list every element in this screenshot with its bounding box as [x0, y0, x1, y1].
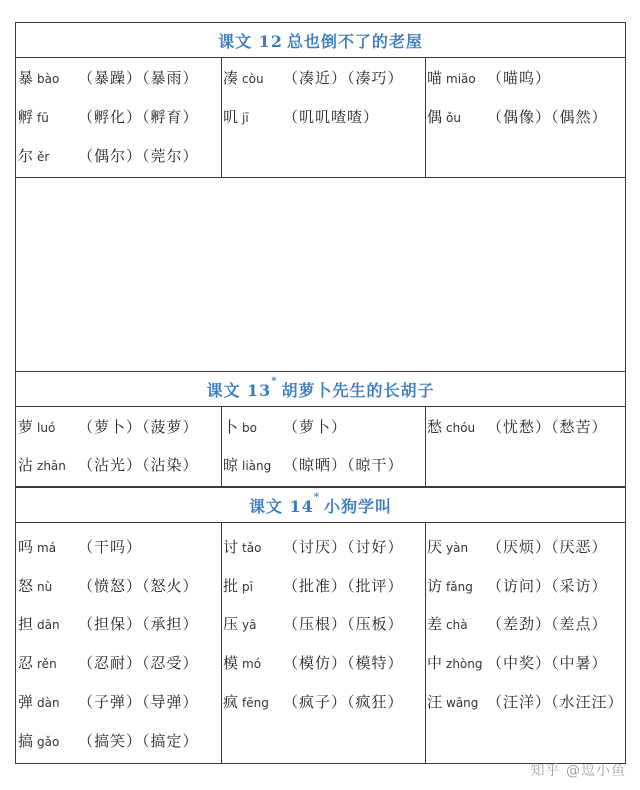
vocab-words: （暴躁）（暴雨）	[78, 69, 199, 87]
vocab-char: 压	[223, 615, 239, 633]
vocab-pinyin: ěr	[37, 150, 50, 164]
vocab-pinyin: yàn	[446, 541, 469, 555]
vocab-words: （忧愁）（愁苦）	[487, 418, 608, 436]
vocab-char: 暴	[18, 69, 34, 87]
vocab-char: 凑	[223, 69, 239, 87]
vocab-entry	[427, 68, 552, 89]
vocab-entry	[18, 614, 199, 635]
vocab-entry	[18, 731, 199, 752]
vocab-words: （偶像）（偶然）	[487, 108, 608, 126]
vocab-pinyin: pī	[242, 580, 253, 594]
vocab-char: 沾	[18, 456, 34, 474]
vocab-char: 叽	[223, 108, 239, 126]
vocab-pinyin: fū	[37, 111, 49, 125]
vocab-words: （晾晒）（晾干）	[283, 456, 404, 474]
vocab-pinyin: jī	[242, 111, 249, 125]
vocab-entry	[18, 692, 199, 713]
vocab-char: 忍	[18, 654, 34, 672]
vocab-words: （差劲）（差点）	[487, 615, 608, 633]
vocab-words: （萝卜）	[283, 418, 348, 436]
section-body-lesson-13	[15, 407, 626, 487]
section-title-lesson-14	[15, 487, 626, 523]
vocab-pinyin: ǒu	[446, 111, 461, 125]
vocab-words: （干吗）	[78, 538, 143, 556]
vocab-words: （疯子）（疯狂）	[283, 693, 404, 711]
vocab-pinyin: wāng	[446, 696, 479, 710]
lesson-title: 总也倒不了的老屋	[286, 31, 423, 51]
section-title-lesson-12	[15, 22, 626, 58]
vocab-words: （喵呜）	[487, 69, 552, 87]
vocab-words: （搞笑）（搞定）	[78, 732, 199, 750]
vocab-char: 晾	[223, 456, 239, 474]
vocab-pinyin: tǎo	[242, 541, 262, 555]
vocab-char: 搞	[18, 732, 34, 750]
vocab-pinyin: zhòng	[446, 657, 483, 671]
vocab-char: 怒	[18, 577, 34, 595]
vocab-entry	[427, 576, 608, 597]
lesson-label: 课文 13*	[206, 375, 278, 400]
vocab-words: （萝卜）（菠萝）	[78, 418, 199, 436]
vocab-char: 模	[223, 654, 239, 672]
vocab-entry	[18, 68, 199, 89]
vocab-char: 访	[427, 577, 443, 595]
vocab-char: 偶	[427, 108, 443, 126]
vocab-char: 汪	[427, 693, 443, 711]
vocab-entry	[223, 653, 404, 674]
vocab-char: 讨	[223, 538, 239, 556]
vocab-pinyin: luó	[37, 421, 56, 435]
vocab-char: 中	[427, 654, 443, 672]
vocab-words: （忍耐）（忍受）	[78, 654, 199, 672]
vocab-entry	[223, 614, 404, 635]
vocab-pinyin: dān	[37, 618, 60, 632]
vocab-char: 喵	[427, 69, 443, 87]
vocab-words: （访问）（采访）	[487, 577, 608, 595]
vocab-words: （压根）（压板）	[283, 615, 404, 633]
vocab-pinyin: miāo	[446, 72, 476, 86]
vocab-entry	[427, 417, 608, 438]
vocab-pinyin: dàn	[37, 696, 60, 710]
vocab-char: 批	[223, 577, 239, 595]
vocab-words: （模仿）（模特）	[283, 654, 404, 672]
vocab-entry	[427, 653, 608, 674]
vocab-entry	[223, 417, 348, 438]
vocab-words: （批准）（批评）	[283, 577, 404, 595]
section-title-lesson-13	[15, 371, 626, 407]
vocab-words: （担保）（承担）	[78, 615, 199, 633]
vocab-pinyin: chóu	[446, 421, 476, 435]
vocab-pinyin: má	[37, 541, 57, 555]
vocab-pinyin: bào	[37, 72, 60, 86]
vocab-entry	[18, 537, 143, 558]
vocab-words: （凑近）（凑巧）	[283, 69, 404, 87]
vocab-entry	[18, 576, 199, 597]
vocab-words: （孵化）（孵育）	[78, 108, 199, 126]
lesson-title: 小狗学叫	[324, 496, 393, 516]
vocab-words: （子弹）（导弹）	[78, 693, 199, 711]
section-body-lesson-14	[15, 523, 626, 764]
vocab-entry	[223, 692, 404, 713]
section-body-lesson-12	[15, 58, 626, 178]
vocab-entry	[18, 417, 199, 438]
vocab-entry	[18, 455, 199, 476]
vocab-words: （愤怒）（怒火）	[78, 577, 199, 595]
vocab-char: 卜	[223, 418, 239, 436]
lesson-label: 课文 12	[218, 31, 283, 51]
vocab-words: （讨厌）（讨好）	[283, 538, 404, 556]
blank-area	[15, 178, 626, 371]
vocab-words: （叽叽喳喳）	[283, 108, 380, 126]
vocab-entry	[223, 576, 404, 597]
vocab-entry	[18, 146, 199, 167]
vocab-words: （沾光）（沾染）	[78, 456, 199, 474]
vocab-char: 孵	[18, 108, 34, 126]
vocab-pinyin: mó	[242, 657, 262, 671]
vocab-char: 愁	[427, 418, 443, 436]
vocab-pinyin: chà	[446, 618, 468, 632]
vocab-words: （偶尔）（莞尔）	[78, 147, 199, 165]
vocab-entry	[18, 653, 199, 674]
vocab-entry	[223, 107, 380, 128]
vocab-entry	[223, 455, 404, 476]
vocab-words: （中奖）（中暑）	[487, 654, 608, 672]
vocab-char: 吗	[18, 538, 34, 556]
vocab-char: 弹	[18, 693, 34, 711]
vocab-pinyin: fǎng	[446, 580, 473, 594]
vocab-char: 萝	[18, 418, 34, 436]
vocab-pinyin: yā	[242, 618, 257, 632]
vocab-char: 厌	[427, 538, 443, 556]
vocab-pinyin: zhān	[37, 459, 66, 473]
vocab-entry	[427, 537, 608, 558]
vocab-pinyin: còu	[242, 72, 264, 86]
vocab-entry	[427, 614, 608, 635]
vocab-char: 差	[427, 615, 443, 633]
vocab-entry	[223, 68, 404, 89]
vocab-entry	[18, 107, 199, 128]
vocab-words: （汪洋）（水汪汪）	[487, 693, 624, 711]
lesson-title: 胡萝卜先生的长胡子	[281, 380, 435, 400]
watermark: 知乎 @逗小鱼	[530, 763, 626, 779]
vocab-entry	[427, 692, 624, 713]
vocab-char: 疯	[223, 693, 239, 711]
vocab-char: 担	[18, 615, 34, 633]
vocab-pinyin: gǎo	[37, 735, 60, 749]
vocab-pinyin: liàng	[242, 459, 272, 473]
vocab-pinyin: fēng	[242, 696, 269, 710]
lesson-label: 课文 14*	[248, 491, 321, 516]
vocab-pinyin: bo	[242, 421, 257, 435]
vocab-entry	[427, 107, 608, 128]
vocab-words: （厌烦）（厌恶）	[487, 538, 608, 556]
vocab-entry	[223, 537, 404, 558]
vocab-pinyin: rěn	[37, 657, 57, 671]
vocab-pinyin: nù	[37, 580, 53, 594]
vocab-char: 尔	[18, 147, 34, 165]
